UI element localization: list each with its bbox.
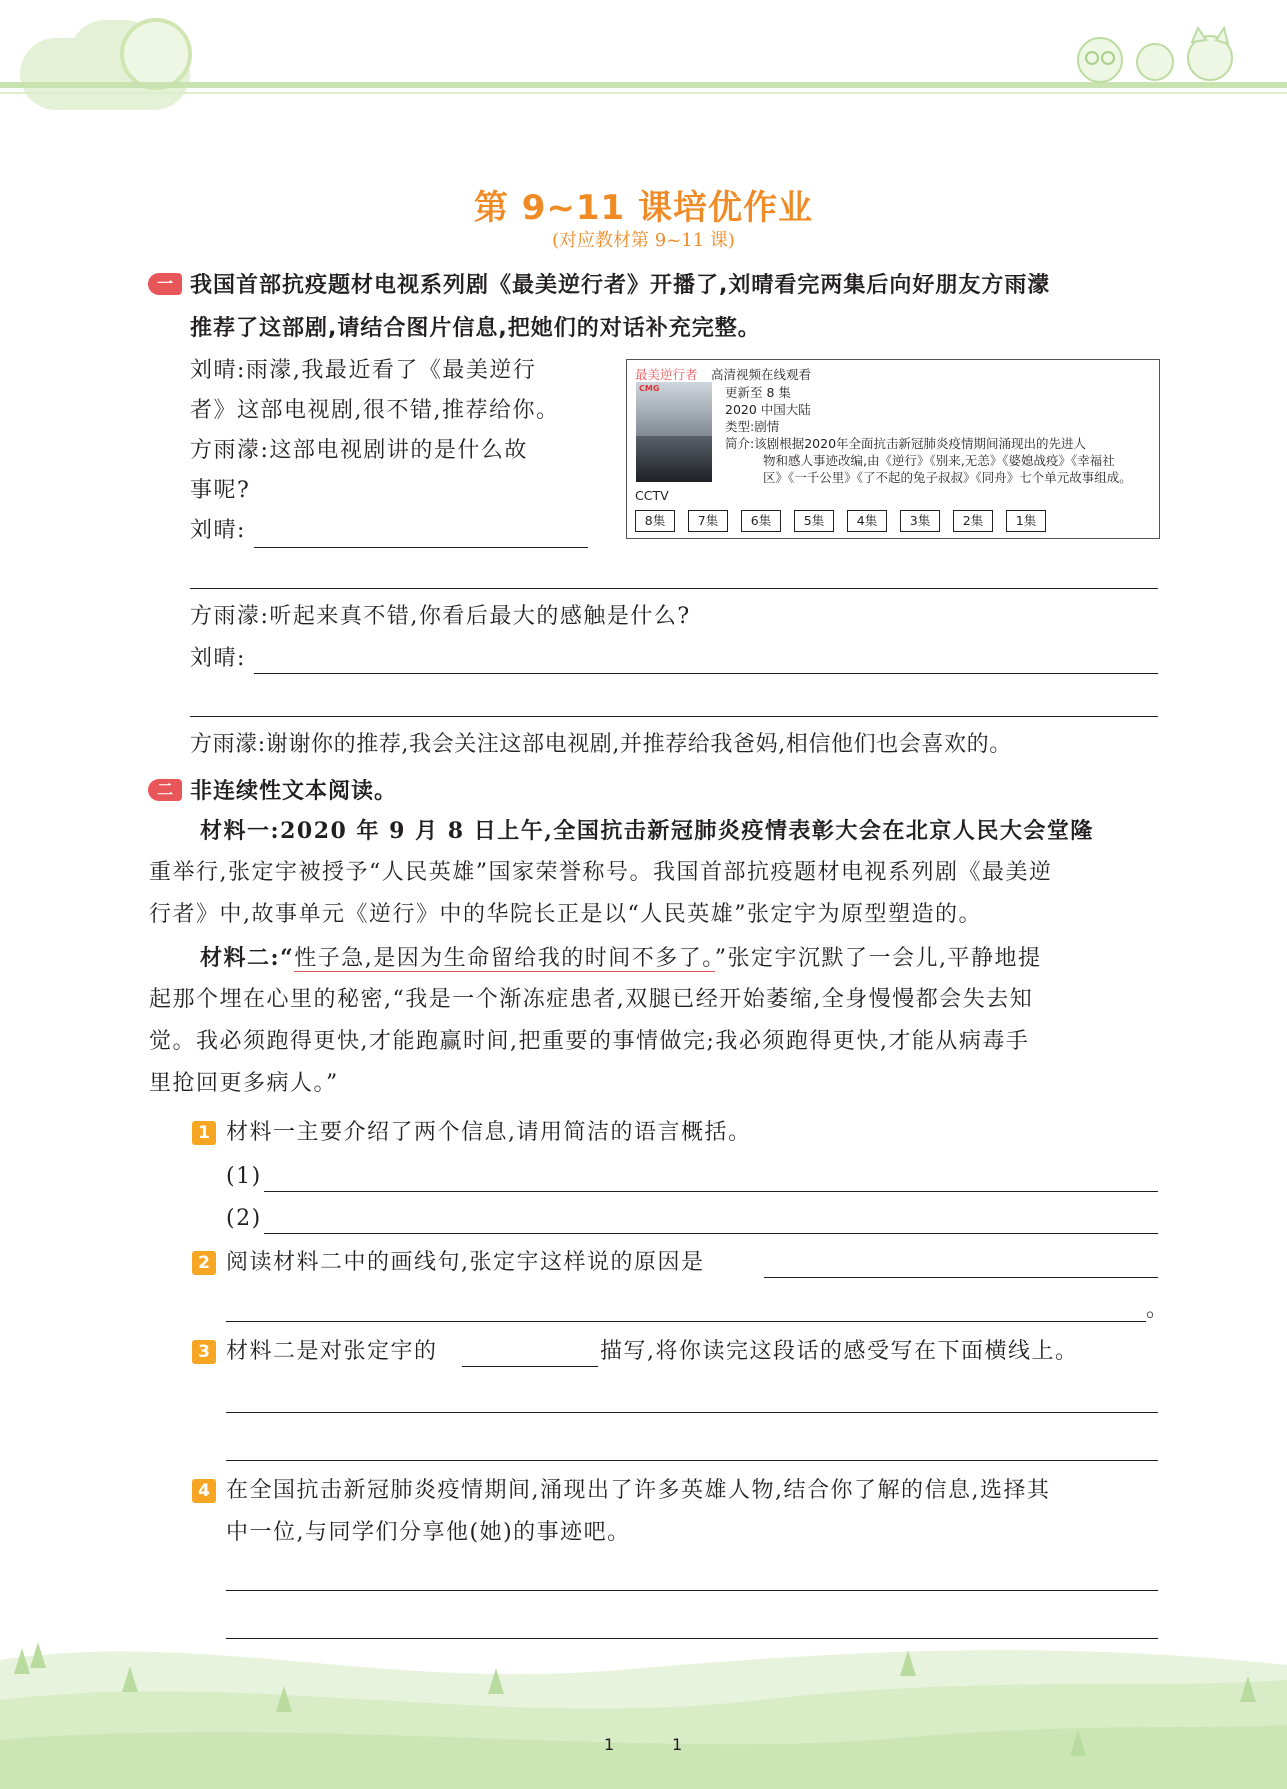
answer-label: (2) bbox=[226, 1206, 262, 1231]
answer-blank[interactable] bbox=[226, 1412, 1158, 1413]
answer-blank[interactable] bbox=[190, 588, 1158, 589]
section-2-heading: 非连续性文本阅读。 bbox=[190, 779, 398, 804]
genre: 类型:剧情 bbox=[725, 419, 780, 434]
dialogue-line: 刘晴: bbox=[190, 518, 246, 543]
tree-icon bbox=[30, 1642, 46, 1668]
answer-blank[interactable] bbox=[254, 547, 588, 548]
answer-blank[interactable] bbox=[254, 673, 1158, 674]
question-3: 材料二是对张定宇的 bbox=[226, 1339, 438, 1364]
answer-blank[interactable] bbox=[462, 1366, 598, 1367]
tree-icon bbox=[14, 1648, 30, 1674]
material-2: 里抢回更多病人。” bbox=[149, 1071, 339, 1096]
intro-text: 区》《一千公里》《了不起的兔子叔叔》《同舟》七个单元故事组成。 bbox=[763, 470, 1132, 485]
section-1-prompt: 推荐了这部剧,请结合图片信息,把她们的对话补充完整。 bbox=[190, 316, 761, 341]
sun-icon bbox=[120, 18, 192, 90]
question-number: 4 bbox=[192, 1479, 216, 1503]
tree-icon bbox=[276, 1686, 292, 1712]
answer-blank[interactable] bbox=[264, 1233, 1158, 1234]
episode-button[interactable]: 3集 bbox=[900, 510, 940, 532]
tree-icon bbox=[122, 1666, 138, 1692]
page-subtitle: (对应教材第 9~11 课) bbox=[552, 230, 735, 251]
material-2-text: ”张定宇沉默了一会儿,平静地提 bbox=[714, 946, 1042, 971]
dialogue-line: 方雨濛:这部电视剧讲的是什么故 bbox=[190, 438, 528, 463]
updated-text: 更新至 8 集 bbox=[725, 385, 791, 400]
watch-text: 高清视频在线观看 bbox=[711, 367, 812, 382]
poster-figures bbox=[636, 436, 712, 482]
dialogue-line: 刘晴: bbox=[190, 646, 246, 671]
material-2 bbox=[200, 938, 1042, 979]
material-2: 起那个埋在心里的秘密,“我是一个渐冻症患者,双腿已经开始萎缩,全身慢慢都会失去知 bbox=[149, 987, 1034, 1012]
material-2: 觉。我必须跑得更快,才能跑赢时间,把重要的事情做完;我必须跑得更快,才能从病毒手 bbox=[149, 1029, 1030, 1054]
material-1: 行者》中,故事单元《逆行》中的华院长正是以“人民英雄”张定宇为原型塑造的。 bbox=[149, 902, 982, 927]
tv-show-card bbox=[626, 359, 1160, 539]
intro-text: 物和感人事迹改编,由《逆行》《别来,无恙》《婆媳战疫》《幸福社 bbox=[763, 453, 1115, 468]
section-1-prompt: 我国首部抗疫题材电视系列剧《最美逆行者》开播了,刘晴看完两集后向好朋友方雨濛 bbox=[190, 273, 1051, 298]
question-2: 阅读材料二中的画线句,张定宇这样说的原因是 bbox=[226, 1250, 705, 1275]
year-region: 2020 中国大陆 bbox=[725, 402, 811, 417]
period-mark: 。 bbox=[1146, 1297, 1170, 1322]
underlined-sentence: 性子急,是因为生命留给我的时间不多了。 bbox=[294, 946, 715, 971]
dialogue-line: 方雨濛:听起来真不错,你看后最大的感触是什么? bbox=[190, 604, 691, 629]
episode-button[interactable]: 5集 bbox=[794, 510, 834, 532]
material-1: 材料一:2020 年 9 月 8 日上午,全国抗击新冠肺炎疫情表彰大会在北京人民大会堂隆 bbox=[200, 818, 1094, 844]
section-2-badge: 二 bbox=[148, 779, 182, 801]
intro-text: 简介:该剧根据2020年全面抗击新冠肺炎疫情期间涌现出的先进人 bbox=[725, 436, 1087, 451]
dialogue-line: 者》这部电视剧,很不错,推荐给你。 bbox=[190, 398, 560, 423]
tree-icon bbox=[1240, 1676, 1256, 1702]
episode-button[interactable]: 7集 bbox=[688, 510, 728, 532]
material-1: 重举行,张定宇被授予“人民英雄”国家荣誉称号。我国首部抗疫题材电视系列剧《最美逆 bbox=[149, 860, 1053, 885]
dialogue-line: 刘晴:雨濛,我最近看了《最美逆行 bbox=[190, 358, 537, 383]
tree-icon bbox=[900, 1650, 916, 1676]
network-label: CCTV bbox=[635, 488, 669, 503]
answer-blank[interactable] bbox=[226, 1590, 1158, 1591]
question-1: 材料一主要介绍了两个信息,请用简洁的语言概括。 bbox=[226, 1120, 752, 1145]
episode-button[interactable]: 8集 bbox=[635, 510, 675, 532]
answer-blank[interactable] bbox=[226, 1460, 1158, 1461]
answer-blank[interactable] bbox=[226, 1321, 1146, 1322]
dialogue-line: 事呢? bbox=[190, 478, 251, 503]
header-band-thin bbox=[0, 92, 1287, 94]
material-2-label: 材料二:“ bbox=[200, 945, 295, 971]
section-1-badge: 一 bbox=[148, 273, 182, 295]
page-number: 1 bbox=[672, 1735, 683, 1754]
episode-button[interactable]: 2集 bbox=[953, 510, 993, 532]
question-number: 3 bbox=[192, 1340, 216, 1364]
page-number: 1 bbox=[604, 1735, 615, 1754]
answer-blank[interactable] bbox=[190, 716, 1158, 717]
answer-label: (1) bbox=[226, 1164, 262, 1189]
question-number: 1 bbox=[192, 1121, 216, 1145]
poster-logo: CMG bbox=[639, 384, 660, 393]
tree-icon bbox=[488, 1668, 504, 1694]
episode-button[interactable]: 1集 bbox=[1006, 510, 1046, 532]
tree-icon bbox=[1070, 1730, 1086, 1756]
footer-hills bbox=[0, 1620, 1287, 1789]
question-4: 在全国抗击新冠肺炎疫情期间,涌现出了许多英雄人物,结合你了解的信息,选择其 bbox=[226, 1478, 1051, 1503]
page-title: 第 9~11 课培优作业 bbox=[473, 188, 814, 228]
show-poster bbox=[636, 382, 712, 482]
episode-button[interactable]: 6集 bbox=[741, 510, 781, 532]
episode-button[interactable]: 4集 bbox=[847, 510, 887, 532]
question-3: 描写,将你读完这段话的感受写在下面横线上。 bbox=[600, 1339, 1079, 1364]
cartoon-animals-icon bbox=[1060, 24, 1250, 84]
dialogue-line: 方雨濛:谢谢你的推荐,我会关注这部电视剧,并推荐给我爸妈,相信他们也会喜欢的。 bbox=[190, 732, 1012, 757]
answer-blank[interactable] bbox=[764, 1277, 1158, 1278]
answer-blank[interactable] bbox=[264, 1191, 1158, 1192]
show-name: 最美逆行者 bbox=[635, 367, 698, 382]
question-number: 2 bbox=[192, 1251, 216, 1275]
question-4: 中一位,与同学们分享他(她)的事迹吧。 bbox=[226, 1520, 631, 1545]
